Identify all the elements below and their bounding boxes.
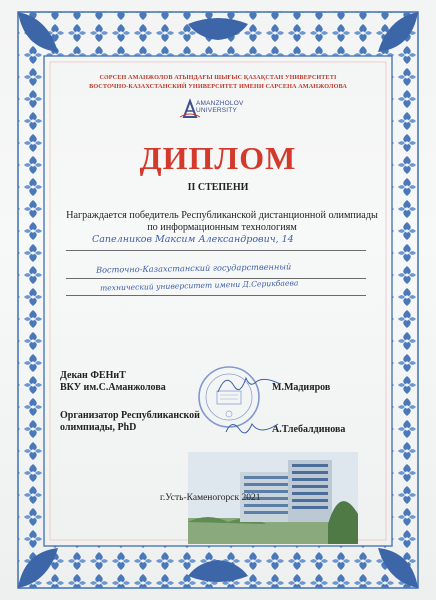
diploma-degree: II СТЕПЕНИ bbox=[187, 182, 249, 193]
dean-title-line-2: ВКУ им.С.Аманжолова bbox=[60, 382, 166, 393]
dean-signature-icon bbox=[214, 370, 284, 400]
logo-line-1: AMANZHOLOV bbox=[196, 100, 244, 107]
diploma-title: ДИПЛОМ bbox=[139, 140, 297, 176]
recipient-org-line-1: Восточно-Казахстанский государственный bbox=[95, 261, 292, 275]
dean-title bbox=[60, 370, 166, 394]
dean-title-line-1: Декан ФЕНиТ bbox=[60, 370, 126, 381]
award-text: Награждается победитель Республиканской дистанционной олимпиады по информационным технологиям bbox=[66, 210, 378, 233]
dean-name: М.Мадияров bbox=[272, 382, 331, 393]
recipient-name: Сапелников Максим Александрович, 14 bbox=[92, 234, 294, 245]
organizer-title-line-2: олимпиады, PhD bbox=[60, 422, 137, 433]
organizer-title-line-1: Организатор Республиканской bbox=[60, 410, 200, 421]
organizer-signature-icon bbox=[222, 414, 282, 438]
org-underline-1 bbox=[66, 278, 366, 279]
recipient-org-line-2: технический университет имени Д.Серикбаева bbox=[99, 278, 299, 293]
organizer-name: А.Тлебалдинова bbox=[272, 424, 346, 435]
city-year: г.Усть-Каменогорск 2021 bbox=[160, 493, 261, 503]
university-name-kz: СӘРСЕН АМАНЖОЛОВ АТЫНДАҒЫ ШЫҒЫС ҚАЗАҚСТАН УНИВЕРСИТЕТІ bbox=[99, 74, 337, 81]
name-underline bbox=[66, 250, 366, 251]
org-underline-2 bbox=[66, 295, 366, 296]
university-name-ru: ВОСТОЧНО-КАЗАХСТАНСКИЙ УНИВЕРСИТЕТ ИМЕНИ САРСЕНА АМАНЖОЛОВА bbox=[89, 83, 347, 90]
university-logo-text bbox=[196, 100, 244, 114]
logo-line-2: UNIVERSITY bbox=[196, 107, 238, 114]
organizer-title bbox=[60, 410, 200, 434]
